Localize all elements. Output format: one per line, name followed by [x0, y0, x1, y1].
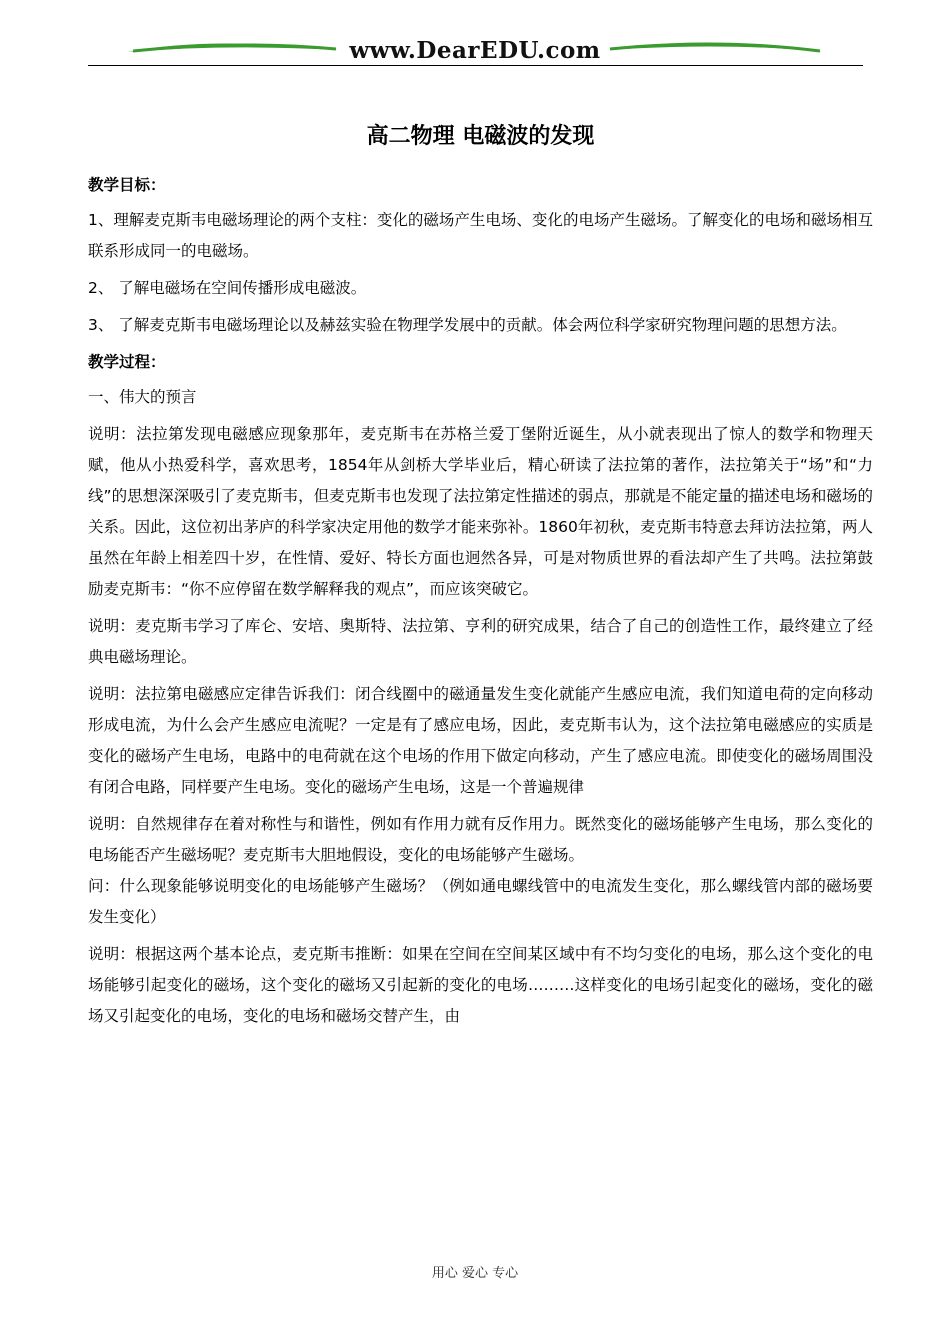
- goal-item: 1、理解麦克斯韦电磁场理论的两个支柱：变化的磁场产生电场、变化的电场产生磁场。了解变化的电场和磁场相互联系形成同一的电磁场。: [88, 211, 873, 260]
- paragraph: 说明：根据这两个基本论点，麦克斯韦推断：如果在空间在空间某区域中有不均匀变化的电场，那么这个变化的电场能够引起变化的磁场，这个变化的磁场又引起新的变化的电场………这样变化的电场引起变化的磁场，变化的磁场又引起变化的电场，变化的电场和磁场交替产生，由: [88, 945, 873, 1025]
- document-body: [88, 118, 873, 1038]
- goal-item: 2、 了解电磁场在空间传播形成电磁波。: [88, 279, 367, 297]
- document-title: 高二物理 电磁波的发现: [366, 124, 595, 149]
- page-header: [88, 30, 863, 70]
- site-name: www.DearEDU.com: [349, 37, 601, 64]
- paragraph: 问：什么现象能够说明变化的电场能够产生磁场？（例如通电螺线管中的电流发生变化，那么螺线管内部的磁场要发生变化）: [88, 877, 873, 926]
- paragraph: 说明：自然规律存在着对称性与和谐性，例如有作用力就有反作用力。既然变化的磁场能够产生电场，那么变化的电场能否产生磁场呢？麦克斯韦大胆地假设，变化的电场能够产生磁场。: [88, 815, 873, 864]
- paragraph: 说明：麦克斯韦学习了库仑、安培、奥斯特、法拉第、亨利的研究成果，结合了自己的创造性工作，最终建立了经典电磁场理论。: [88, 617, 873, 666]
- process-heading: 教学过程：: [88, 353, 166, 371]
- header-rule: [88, 65, 863, 66]
- goal-item: 3、 了解麦克斯韦电磁场理论以及赫兹实验在物理学发展中的贡献。体会两位科学家研究物理问题的思想方法。: [88, 316, 847, 334]
- subheading: 一、伟大的预言: [88, 388, 197, 406]
- paragraph: 说明：法拉第发现电磁感应现象那年，麦克斯韦在苏格兰爱丁堡附近诞生，从小就表现出了惊人的数学和物理天赋，他从小热爱科学，喜欢思考，1854年从剑桥大学毕业后，精心研读了法拉第的著作，法拉第关于“场”和“力线”的思想深深吸引了麦克斯韦，但麦克斯韦也发现了法拉第定性描述的弱点，那就是不能定量的描述电场和磁场的关系。因此，这位初出茅庐的科学家决定用他的数学才能来弥补。1860年初秋，麦克斯韦特意去拜访法拉第，两人虽然在年龄上相差四十岁，在性情、爱好、特长方面也迥然各异，可是对物质世界的看法却产生了共鸣。法拉第鼓励麦克斯韦：“你不应停留在数学解释我的观点”，而应该突破它。: [88, 425, 873, 598]
- page-footer: 用心 爱心 专心: [431, 1266, 519, 1281]
- paragraph: 说明：法拉第电磁感应定律告诉我们：闭合线圈中的磁通量发生变化就能产生感应电流，我们知道电荷的定向移动形成电流，为什么会产生感应电流呢？一定是有了感应电场，因此，麦克斯韦认为，这个法拉第电磁感应的实质是变化的磁场产生电场，电路中的电荷就在这个电场的作用下做定向移动，产生了感应电流。即使变化的磁场周围没有闭合电路，同样要产生电场。变化的磁场产生电场，这是一个普遍规律: [88, 685, 873, 796]
- goals-heading: 教学目标：: [88, 176, 166, 194]
